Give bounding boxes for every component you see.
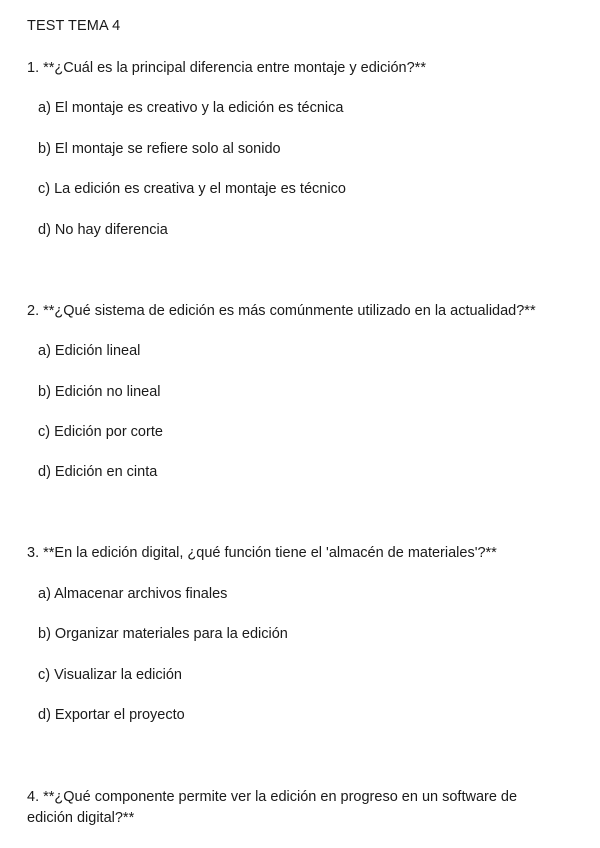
question-2-option-d: d) Edición en cinta <box>38 464 158 480</box>
question-1: 1. **¿Cuál es la principal diferencia entre montaje y edición?** <box>27 60 426 76</box>
question-4: 4. **¿Qué componente permite ver la edición en progreso en un software de edición digital?** <box>27 789 518 826</box>
question-3-option-b: b) Organizar materiales para la edición <box>38 626 288 642</box>
question-3-option-c: c) Visualizar la edición <box>38 667 182 683</box>
document-title: TEST TEMA 4 <box>27 18 121 34</box>
question-2-option-a: a) Edición lineal <box>38 343 141 359</box>
question-1-option-c: c) La edición es creativa y el montaje es técnico <box>38 181 346 197</box>
question-1-option-a: a) El montaje es creativo y la edición es técnica <box>38 100 344 116</box>
question-2-option-c: c) Edición por corte <box>38 424 163 440</box>
question-2-option-b: b) Edición no lineal <box>38 384 161 400</box>
question-2: 2. **¿Qué sistema de edición es más comúnmente utilizado en la actualidad?** <box>27 303 536 319</box>
question-1-option-d: d) No hay diferencia <box>38 222 168 238</box>
question-3-option-d: d) Exportar el proyecto <box>38 707 185 723</box>
question-1-option-b: b) El montaje se refiere solo al sonido <box>38 141 281 157</box>
question-3-option-a: a) Almacenar archivos finales <box>38 586 228 602</box>
question-3: 3. **En la edición digital, ¿qué función tiene el 'almacén de materiales'?** <box>27 545 497 561</box>
